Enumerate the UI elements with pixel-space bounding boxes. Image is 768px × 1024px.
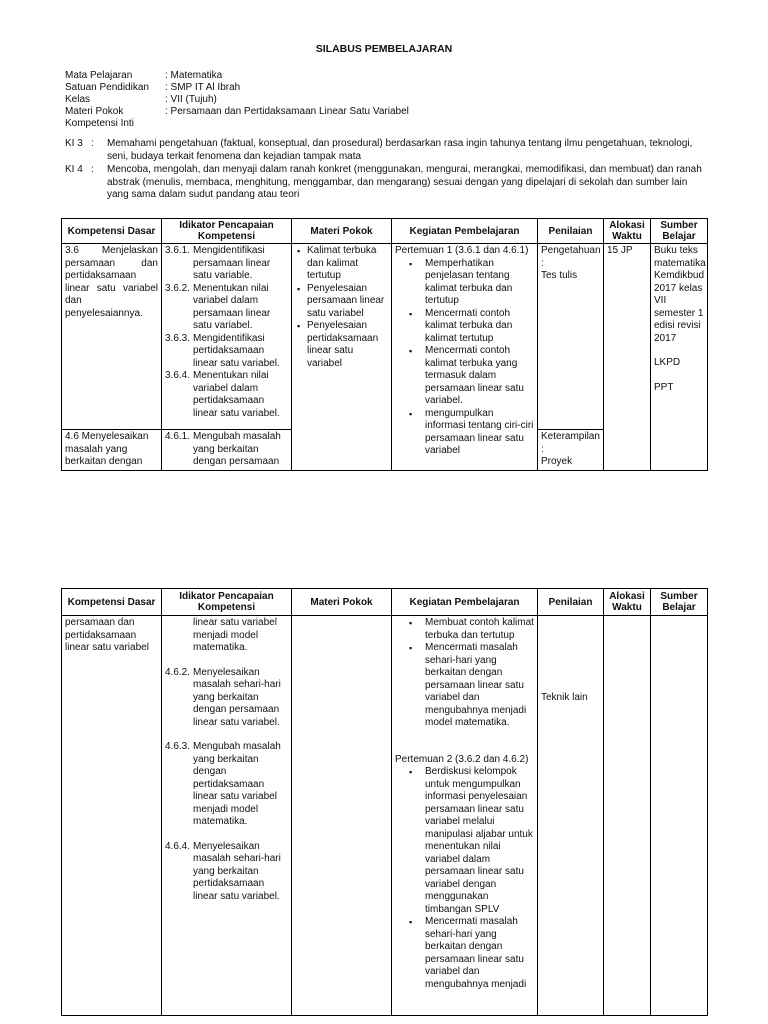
sumber-item: LKPD (654, 357, 681, 368)
header-cell: Kegiatan Pembelajaran (392, 219, 538, 244)
sumber-cell (651, 244, 708, 471)
indikator-item (165, 741, 288, 829)
penilaian-value: Teknik lain (541, 692, 588, 703)
meta-value: : Persamaan dan Pertidaksamaan Linear Satu Variabel (165, 106, 409, 117)
ki-text: Mencoba, mengolah, dan menyaji dalam ranah konkret (menggunakan, mengurai, merangkai, memodifikasi, dan membuat) dan ranah abstrak (menulis, membaca, menghitung, menggambar, dan mengarang) sesuai dengan yang dipelajari di sekolah dan sumber lain yang sama dalam sudut pandang atau teori (107, 164, 702, 200)
header-cell: Idikator Pencapaian Kompetensi (162, 589, 292, 616)
kegiatan-cell (392, 616, 538, 1016)
materi-item: ▪ Penyelesaian pertidaksamaan linear satu variabel (295, 320, 388, 370)
materi-cell (292, 244, 392, 471)
penilaian-cell (538, 616, 604, 1016)
indikator-text: Mengidentifikasi pertidaksamaan linear satu variabel. (193, 332, 280, 369)
meta-value: : SMP IT Al Ibrah (165, 82, 241, 93)
ki-text: Memahami pengetahuan (faktual, konseptual, dan prosedural) berdasarkan rasa ingin tahunya tentang ilmu pengetahuan, teknologi, seni, budaya terkait fenomena dan kejadian tampak mata (107, 138, 693, 162)
materi-cell (292, 616, 392, 1016)
alokasi-cell: 15 JP (604, 244, 651, 471)
page-title: SILABUS PEMBELAJARAN (315, 43, 453, 55)
indikator-item (165, 245, 288, 283)
indikator-number: 4.6.1. (165, 431, 191, 442)
syllabus-table-1 (61, 218, 708, 471)
ki-colon: : (91, 164, 94, 175)
materi-item: ▪ Kalimat terbuka dan kalimat tertutup (295, 245, 388, 283)
pertemuan-label: Pertemuan 2 (3.6.2 dan 4.6.2) (395, 753, 529, 765)
indikator-text: linear satu variabel menjadi model matematika. (193, 617, 277, 653)
indikator-cell (162, 430, 292, 471)
header-cell: Materi Pokok (292, 219, 392, 244)
kegiatan-item: ▪ Mencermati masalah sehari-hari yang berkaitan dengan persamaan linear satu variabel dan mengubahnya menjadi model matematika. (407, 642, 534, 730)
kd-cell: persamaan dan pertidaksamaan linear satu variabel (62, 616, 162, 1016)
sumber-item: PPT (654, 381, 674, 393)
pertemuan-label: Pertemuan 1 (3.6.1 dan 4.6.1) (395, 245, 529, 256)
header-cell: Kegiatan Pembelajaran (392, 589, 538, 616)
kegiatan-item: ▪ Mencermati contoh kalimat terbuka dan kalimat tertutup (407, 308, 534, 346)
meta-row (65, 118, 409, 130)
meta-value: : Matematika (165, 70, 223, 81)
ki-code: KI 4 (65, 164, 83, 175)
indikator-number: 3.6.4. (165, 370, 191, 381)
header-cell: Kompetensi Dasar (62, 589, 162, 616)
meta-label: Mata Pelajaran (65, 70, 133, 81)
header-cell: Alokasi Waktu (604, 589, 651, 616)
indikator-item (165, 841, 288, 904)
indikator-number: 3.6.3. (165, 332, 191, 344)
alokasi-cell (604, 616, 651, 1016)
kegiatan-item: ▪ Berdiskusi kelompok untuk mengumpulkan informasi penyelesaian persamaan linear satu variabel melalui manipulasi aljabar untuk menentukan nilai variabel dalam persamaan linear satu variabel dengan menggunakan timbangan SPLV (407, 766, 534, 916)
indikator-number: 3.6.2. (165, 282, 191, 294)
materi-item: ▪ Penyelesaian persamaan linear satu variabel (295, 283, 388, 321)
indikator-text: Mengidentifikasi persamaan linear satu variable. (193, 245, 271, 281)
indikator-number: 4.6.2. (165, 666, 191, 678)
sumber-item: Buku teks matematika Kemdikbud 2017 kelas VII semester 1 edisi revisi 2017 (654, 245, 706, 344)
table-row (62, 616, 708, 1016)
indikator-item (165, 333, 288, 371)
penilaian-label: Keterampilan : (541, 431, 600, 455)
kegiatan-item: ▪ Mencermati masalah sehari-hari yang berkaitan dengan persamaan linear satu variabel dan mengubahnya menjadi (407, 916, 534, 991)
indikator-item (165, 370, 288, 420)
indikator-item (165, 431, 288, 469)
indikator-number: 3.6.1. (165, 245, 191, 256)
header-cell: Penilaian (538, 219, 604, 244)
meta-label: Kelas (65, 94, 91, 105)
header-cell: Idikator Pencapaian Kompetensi (162, 219, 292, 244)
indikator-item (165, 667, 288, 730)
meta-row (65, 106, 409, 118)
kd-cell: 4.6 Menyelesaikan masalah yang berkaitan dengan (62, 430, 162, 471)
penilaian-cell (538, 430, 604, 471)
kegiatan-item: ▪ Membuat contoh kalimat terbuka dan tertutup (407, 617, 534, 642)
meta-row (65, 70, 409, 82)
indikator-text: Menyelesaikan masalah sehari-hari yang berkaitan pertidaksamaan linear satu variabel. (193, 840, 281, 902)
header-cell: Materi Pokok (292, 589, 392, 616)
ki-4 (65, 164, 705, 202)
header-cell: Sumber Belajar (651, 219, 708, 244)
meta-label: Materi Pokok (65, 106, 124, 117)
indikator-item (165, 283, 288, 333)
indikator-text: Menentukan nilai variabel dalam persamaan linear satu variabel. (193, 282, 271, 331)
ki-code: KI 3 (65, 138, 83, 149)
kegiatan-item: ▪ mengumpulkan informasi tentang ciri-ciri persamaan linear satu variabel (407, 408, 534, 458)
indikator-text: Mengubah masalah yang berkaitan dengan persamaan (193, 431, 281, 467)
header-cell: Sumber Belajar (651, 589, 708, 616)
header-cell: Alokasi Waktu (604, 219, 651, 244)
sumber-cell (651, 616, 708, 1016)
kd-cell: 3.6 Menjelaskan persamaan dan pertidaksamaan linear satu variabel dan penyelesaiannya. (62, 244, 162, 430)
meta-row (65, 82, 409, 94)
penilaian-value: Proyek (541, 456, 573, 467)
table-header-row (62, 219, 708, 244)
penilaian-value: Tes tulis (541, 270, 578, 281)
penilaian-cell (538, 244, 604, 430)
ki-colon: : (91, 138, 94, 149)
table-header-row (62, 589, 708, 616)
indikator-number: 4.6.4. (165, 840, 191, 852)
indikator-text: Menentukan nilai variabel dalam pertidaksamaan linear satu variabel. (193, 370, 280, 419)
indikator-cell (162, 616, 292, 1016)
indikator-number: 4.6.3. (165, 741, 191, 752)
table-row (62, 244, 708, 430)
meta-value: : VII (Tujuh) (165, 94, 217, 105)
meta-row (65, 94, 409, 106)
indikator-text: Mengubah masalah yang berkaitan dengan pertidaksamaan linear satu variabel menjadi model matematika. (193, 741, 281, 827)
penilaian-label: Pengetahuan : (541, 245, 601, 269)
kegiatan-cell (392, 244, 538, 471)
header-cell: Kompetensi Dasar (62, 219, 162, 244)
indikator-cell (162, 244, 292, 430)
header-cell: Penilaian (538, 589, 604, 616)
syllabus-table-2 (61, 588, 708, 1016)
kegiatan-item: ▪ Memperhatikan penjelasan tentang kalimat terbuka dan tertutup (407, 258, 534, 308)
kegiatan-item: ▪ Mencermati contoh kalimat terbuka yang termasuk dalam persamaan linear satu variabel. (407, 345, 534, 408)
ki-3 (65, 138, 705, 163)
meta-block (65, 70, 409, 130)
meta-label: Kompetensi Inti (65, 118, 134, 129)
meta-label: Satuan Pendidikan (65, 82, 149, 93)
indikator-text: Menyelesaikan masalah sehari-hari yang berkaitan dengan persamaan linear satu variabel. (193, 666, 281, 728)
